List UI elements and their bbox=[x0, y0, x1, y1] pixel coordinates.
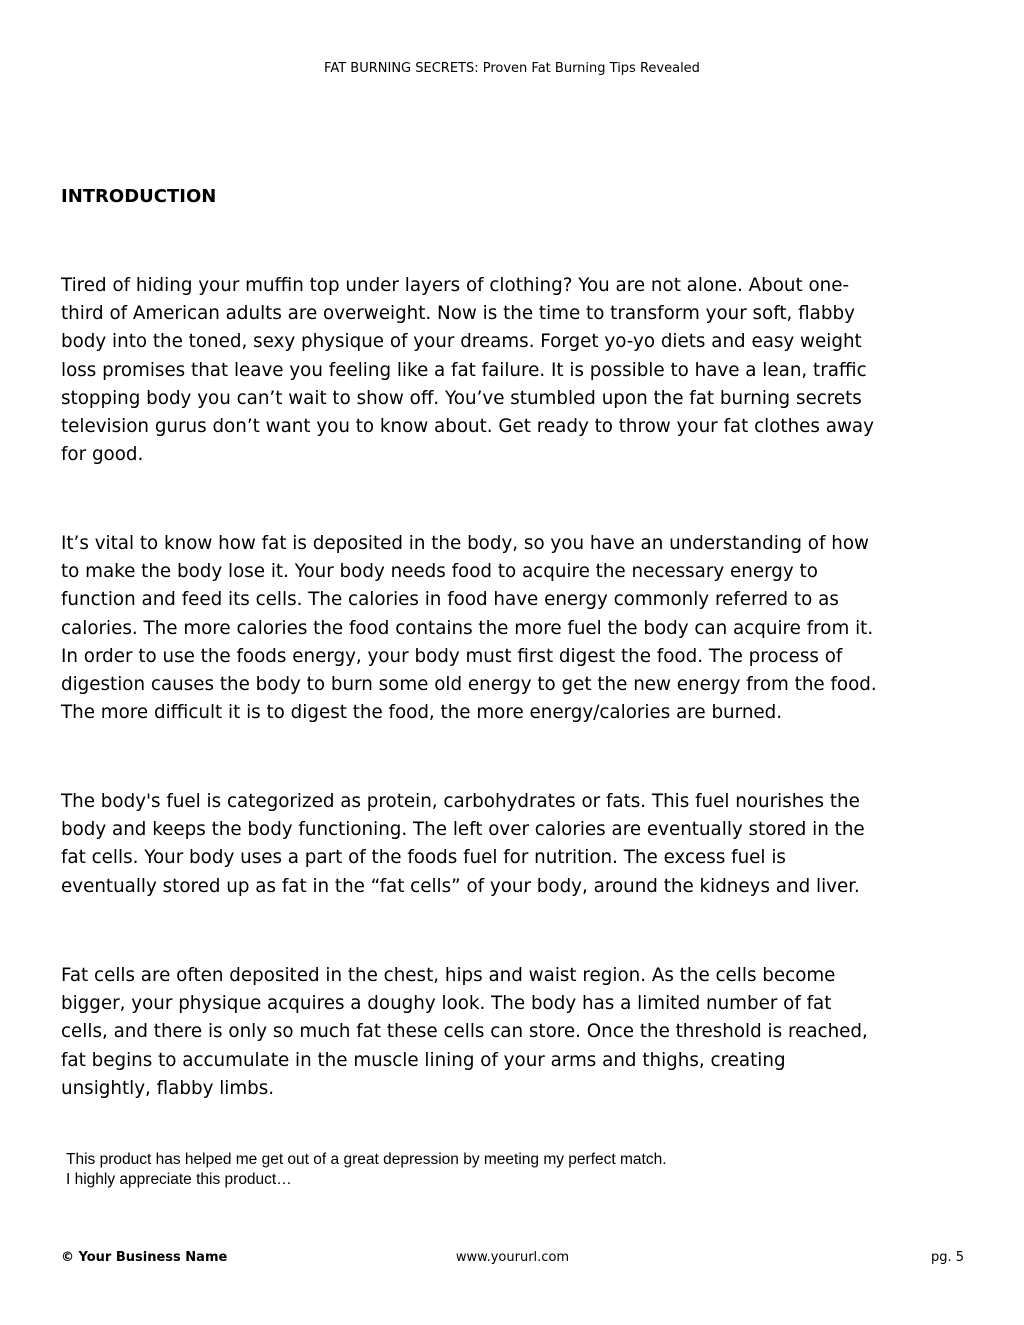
paragraph-line: Tired of hiding your muffin top under layers of clothing? You are not alone. About one- bbox=[61, 275, 850, 296]
paragraph-line: to make the body lose it. Your body needs food to acquire the necessary energy to bbox=[61, 561, 818, 583]
body-paragraph bbox=[61, 788, 981, 901]
paragraph-line: It’s vital to know how fat is deposited in the body, so you have an understanding of how bbox=[61, 533, 869, 554]
paragraph-line: fat cells. Your body uses a part of the foods fuel for nutrition. The excess fuel is bbox=[61, 847, 786, 869]
page-number: pg. 5 bbox=[930, 1250, 964, 1265]
paragraph-line: third of American adults are overweight. Now is the time to transform your soft, flabby bbox=[61, 303, 855, 325]
testimonial-line: This product has helped me get out of a great depression by meeting my perfect match. bbox=[66, 1151, 667, 1168]
paragraph-line: for good. bbox=[61, 444, 144, 466]
paragraph-line: unsightly, flabby limbs. bbox=[61, 1077, 275, 1099]
paragraph-line: The body's fuel is categorized as protein, carbohydrates or fats. This fuel nourishes the bbox=[61, 791, 860, 812]
paragraph-line: Fat cells are often deposited in the chest, hips and waist region. As the cells become bbox=[61, 965, 836, 986]
paragraph-line: fat begins to accumulate in the muscle lining of your arms and thighs, creating bbox=[61, 1049, 786, 1071]
paragraph-line: digestion causes the body to burn some old energy to get the new energy from the food. bbox=[61, 674, 877, 696]
running-header: FAT BURNING SECRETS: Proven Fat Burning Tips Revealed bbox=[324, 61, 700, 76]
body-paragraph bbox=[61, 272, 981, 469]
paragraph-line: loss promises that leave you feeling like a fat failure. It is possible to have a lean, traffic bbox=[61, 359, 867, 381]
page-footer bbox=[61, 1250, 964, 1268]
body-paragraph bbox=[61, 530, 981, 727]
paragraph-line: bigger, your physique acquires a doughy look. The body has a limited number of fat bbox=[61, 993, 832, 1015]
paragraph-line: In order to use the foods energy, your body must first digest the food. The process of bbox=[61, 645, 843, 667]
paragraph-line: cells, and there is only so much fat these cells can store. Once the threshold is reached, bbox=[61, 1021, 868, 1043]
paragraph-line: body and keeps the body functioning. The left over calories are eventually stored in the bbox=[61, 819, 865, 841]
section-heading: INTRODUCTION bbox=[61, 186, 217, 207]
paragraph-line: television gurus don’t want you to know about. Get ready to throw your fat clothes away bbox=[61, 416, 874, 438]
body-paragraph bbox=[61, 962, 981, 1103]
testimonial-note bbox=[66, 1150, 667, 1190]
business-name: © Your Business Name bbox=[61, 1250, 228, 1265]
paragraph-line: stopping body you can’t wait to show off. You’ve stumbled upon the fat burning secrets bbox=[61, 387, 862, 409]
paragraph-line: The more difficult it is to digest the food, the more energy/calories are burned. bbox=[61, 702, 783, 724]
paragraph-line: calories. The more calories the food contains the more fuel the body can acquire from it. bbox=[61, 617, 874, 639]
testimonial-line: I highly appreciate this product… bbox=[66, 1171, 292, 1188]
paragraph-line: eventually stored up as fat in the “fat cells” of your body, around the kidneys and liver. bbox=[61, 875, 860, 897]
website-url: www.yoururl.com bbox=[455, 1250, 570, 1265]
paragraph-line: function and feed its cells. The calories in food have energy commonly referred to as bbox=[61, 589, 839, 611]
paragraph-line: body into the toned, sexy physique of your dreams. Forget yo-yo diets and easy weight bbox=[61, 331, 862, 353]
